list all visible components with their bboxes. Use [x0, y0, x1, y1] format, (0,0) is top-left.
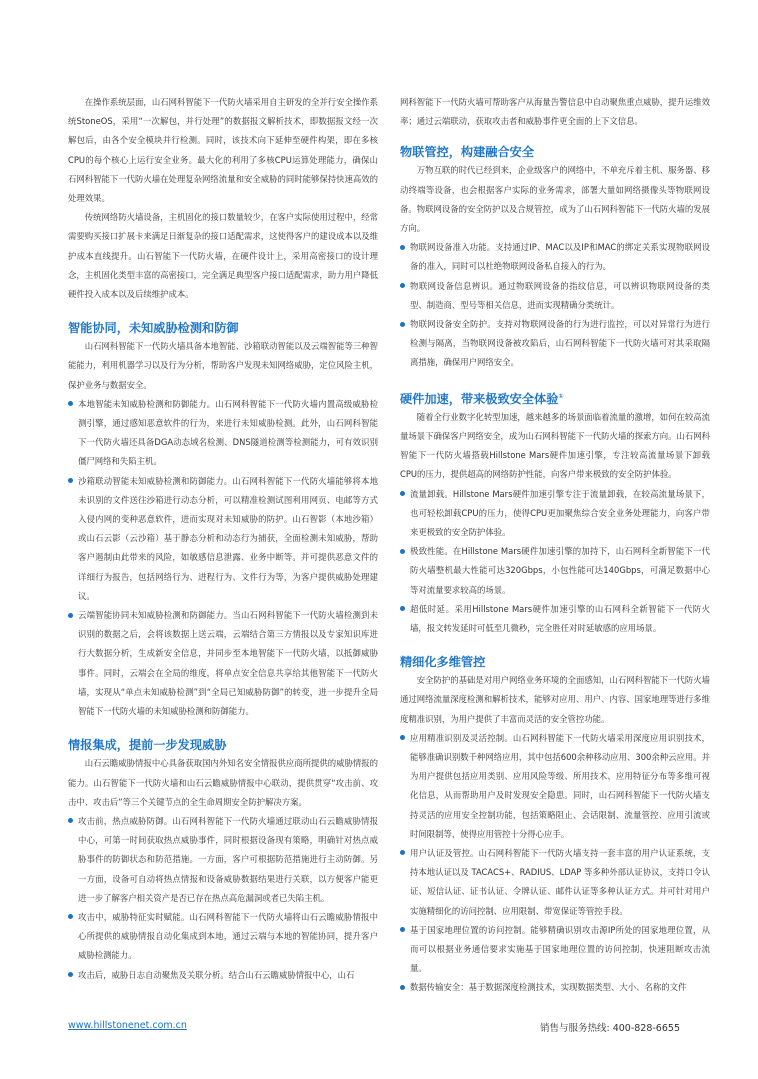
list-item: 沙箱联动智能未知威胁检测和防御能力。山石网科智能下一代防火墙能够将本地未识别的文件送往沙箱进行动态分析，可以精准检测试图利用网页、电邮等方式入侵内网的变种恶意软件，进而实现对未知威胁的防护。山石智影（本地沙箱）或山石云影（云沙箱）基于静态分析和动态行为捕获，全面检测未知威胁，帮助客户遏制由此带来的风险，如敏感信息泄露、业务中断等。并可提供恶意文件的详细行为报告，包括网络行为、进程行为、文件行为等，为客户提供威胁处理建议。: [68, 472, 378, 606]
website-link[interactable]: www.hillstonenet.com.cn: [68, 1020, 187, 1031]
section-title-text: 硬件加速，带来极致安全体验: [400, 391, 559, 406]
section-paragraph: 万物互联的时代已经到来，企业级客户的网络中，不单充斥着主机、服务器、移动终端等设备，也会根据客户实际的业务需求，部署大量如网络摄像头等物联网设备。物联网设备的安全防护以及合规管控，成为了山石网科智能下一代防火墙的发展方向。: [400, 165, 710, 234]
list-item: 攻击中，威胁特征实时赋能。山石网科智能下一代防火墙将山石云瞻威胁情报中心所提供的威胁情报自动化集成到本地，通过云端与本地的智能协同，提升客户威胁检测能力。: [68, 908, 378, 966]
list-item: 攻击后，威胁日志自动聚焦及关联分析。结合山石云瞻威胁情报中心，山石: [68, 966, 378, 985]
list-item: 云端智能协同未知威胁检测和防御能力。当山石网科智能下一代防火墙检测到未识别的数据之后，会将该数据上送云端，云端结合第三方情报以及专家知识库进行大数据分析，生成新安全信息，并同步至本地智能下一代防火墙，以抵御威胁事件。同时，云端会在全局的维度，将单点安全信息共享给其他智能下一代防火墙，实现从“单点未知威胁检测”到“全局已知威胁防御”的转变，进一步提升全局智能下一代防火墙的未知威胁检测和防御能力。: [68, 606, 378, 721]
right-column: [400, 93, 710, 998]
section-title-intel: 情报集成，提前一步发现威胁: [68, 738, 227, 753]
page-footer: [68, 1020, 690, 1034]
footnote-marker: ①: [558, 392, 564, 400]
list-item: 物联网设备信息辨识。通过物联网设备的指纹信息，可以辨识物联网设备的类型、制造商、型号等相关信息，进而实现精确分类统计。: [400, 277, 710, 315]
list-item: 数据传输安全：基于数据深度检测技术，实现数据类型、大小、名称的文件: [400, 978, 710, 997]
list-item: 基于国家地理位置的访问控制。能够精确识别攻击源IP所处的国家地理位置，从而可以根据业务通信要求实施基于国家地理位置的访问控制，快速阻断攻击流量。: [400, 921, 710, 979]
intro-paragraph-2: 传统网络防火墙设备，主机固化的接口数量较少，在客户实际使用过程中，经常需要购买接口扩展卡来满足日渐复杂的接口适配需求，这使得客户的建设成本以及维护成本直线提升。山石智能下一代防火墙，在硬件设计上，采用高密接口的设计理念，主机固化类型丰富的高密接口，完全满足典型客户接口适配需求，助力用户降低硬件投入成本以及后续维护成本。: [68, 212, 378, 300]
list-item: 超低时延。采用Hillstone Mars硬件加速引擎的山石网科全新智能下一代防火墙，报文转发延时可低至几微秒，完全胜任对时延敏感的应用场景。: [400, 600, 710, 638]
list-item: 极致性能。在Hillstone Mars硬件加速引擎的加持下，山石网科全新智能下一代防火墙整机最大性能可达320Gbps，小包性能可达140Gbps，可满足数据中心等对流量要求较高的场景。: [400, 542, 710, 600]
section-title-iot: 物联管控，构建融合安全: [400, 145, 535, 160]
section-title-smart-collab: 智能协同，未知威胁检测和防御: [68, 321, 239, 336]
section-title-hw-accel: [400, 388, 710, 408]
list-item: 物联网设备准入功能。支持通过IP、MAC以及IP和MAC的绑定关系实现物联网设备的准入，同时可以杜绝物联网设备私自接入的行为。: [400, 238, 710, 276]
list-item: 本地智能未知威胁检测和防御能力。山石网科智能下一代防火墙内置高级威胁检测引擎，通过感知恶意软件的行为，来进行未知威胁检测。此外，山石网科智能下一代防火墙还具备DGA动态域名检测、DNS隧道检测等检测能力，可有效识别僵尸网络和失陷主机。: [68, 395, 378, 472]
list-item: 用户认证及管控。山石网科智能下一代防火墙支持一套丰富的用户认证系统，支持本地认证以及 TACACS+、RADIUS、LDAP 等多种外部认证协议，支持口令认证、短信认证、证书认证、令牌认证、邮件认证等多种认证方式。并可针对用户实施精细化的访问控制、应用限制、带宽保证等管控手段。: [400, 844, 710, 921]
list-item: 物联网设备安全防护。支持对物联网设备的行为进行监控，可以对异常行为进行检测与隔离，当物联网设备被攻陷后，山石网科智能下一代防火墙可对其采取隔离措施，确保用户网络安全。: [400, 315, 710, 373]
section-paragraph: 随着全行业数字化转型加速，越来越多的场景面临着流量的激增，如何在较高流量场景下确保客户网络安全，成为山石网科智能下一代防火墙的探索方向。山石网科智能下一代防火墙搭载Hillstone Mars硬件加速引擎，专注较高流量场景下卸载CPU的压力，提供超高的网络防护性能，向客户带来极致的安全防护体验。: [400, 411, 710, 480]
section-title-fine-control: 精细化多维管控: [400, 655, 486, 670]
list-item: 攻击前，热点威胁防御。山石网科智能下一代防火墙通过联动山石云瞻威胁情报中心，可第一时间获取热点威胁事件，同时根据设备现有策略，明确针对热点威胁事件的防御状态和防范措施。一方面，客户可根据防范措施进行主动防御。另一方面，设备可自动将热点情报和设备威胁数据结果进行关联，以方便客户能更进一步了解客户相关资产是否已存在热点高危漏洞或者已失陷主机。: [68, 812, 378, 908]
continued-paragraph: 网科智能下一代防火墙可帮助客户从海量告警信息中自动聚焦重点威胁，提升运维效率；通过云端联动，获取攻击者和威胁事件更全面的上下文信息。: [400, 97, 710, 127]
left-column: [68, 93, 378, 985]
bullet-list: [400, 729, 710, 998]
list-item: 应用精准识别及灵活控制。山石网科智能下一代防火墙采用深度应用识别技术，能够准确识别数千种网络应用，其中包括600余种移动应用、300余种云应用。并为用户提供包括应用类别、应用风险等级、所用技术、应用特征分布等多维可视化信息，从而帮助用户及时发现安全隐患。同时，山石网科智能下一代防火墙支持灵活的应用安全控制功能，包括策略阻止、会话限制、流量管控、应用引流或时间限制等，使得应用管控十分得心应手。: [400, 729, 710, 844]
bullet-list: [400, 485, 710, 639]
section-paragraph: 山石云瞻威胁情报中心具备获取国内外知名安全情报供应商所提供的威胁情报的能力。山石智能下一代防火墙和山石云瞻威胁情报中心联动，提供贯穿“攻击前、攻击中、攻击后”等三个关键节点的全生命周期安全防护解决方案。: [68, 758, 378, 807]
section-paragraph: 山石网科智能下一代防火墙具备本地智能、沙箱联动智能以及云端智能等三种智能能力，利用机器学习以及行为分析，帮助客户发现未知网络威胁，定位风险主机，保护业务与数据安全。: [68, 341, 378, 390]
bullet-list: [68, 812, 378, 985]
section-paragraph: 安全防护的基础是对用户网络业务环境的全面感知，山石网科智能下一代防火墙通过网络流量深度检测和解析技术，能够对应用、用户、内容、国家地理等进行多维度精准识别，为用户提供了丰富而灵活的安全管控功能。: [400, 675, 710, 724]
bullet-list: [68, 395, 378, 721]
intro-paragraph-1: 在操作系统层面，山石网科智能下一代防火墙采用自主研发的全并行安全操作系统StoneOS，采用“一次解包，并行处理”的数据报文解析技术，即数据报文经一次解包后，由各个安全模块并行检测。同时，该技术向下延伸至硬件构架，即在多核CPU的每个核心上运行安全业务。最大化的利用了多核CPU运算处理能力，确保山石网科智能下一代防火墙在处理复杂网络流量和安全威胁的同时能够保持快速高效的处理效果。: [68, 97, 378, 204]
bullet-list: [400, 238, 710, 372]
sales-hotline: 销售与服务热线: 400-828-6655: [539, 1023, 680, 1034]
list-item: 流量卸载。Hillstone Mars硬件加速引擎专注于流量卸载，在较高流量场景下，也可轻松卸载CPU的压力，使得CPU更加聚焦综合安全业务处理能力，向客户带来更极致的安全防护体验。: [400, 485, 710, 543]
